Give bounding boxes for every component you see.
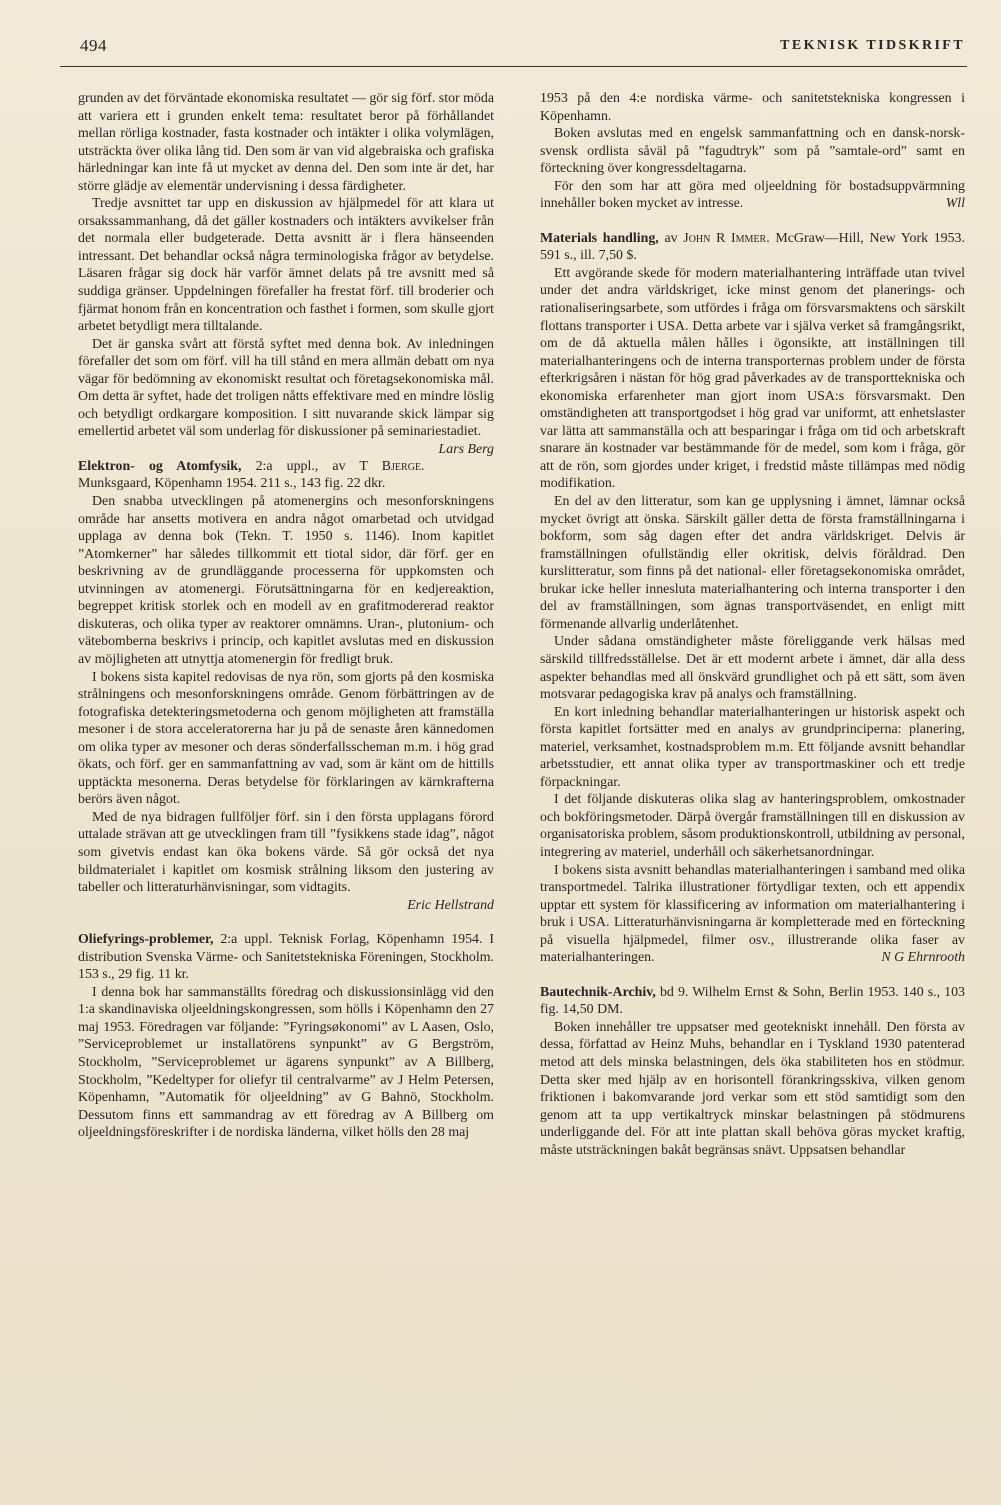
review-heading: Bautechnik-Archiv, bd 9. Wilhelm Ernst & Sohn, Berlin 1953. 140 s., 103 fig. 14,50 DM. bbox=[540, 984, 965, 1018]
paragraph: I det följande diskuteras olika slag av hanteringsproblem, omkostnader och bokföringsmetoder. Därpå övergår framställningen till en diskussion av organisatoriska problem, såsom produktionskontroll, utbildning av personal, integrering av materiel, underhåll och säkerhetsanordningar. bbox=[540, 792, 965, 860]
journal-title: TEKNISK TIDSKRIFT bbox=[780, 38, 965, 53]
reviewer-signature: N G Ehrnrooth bbox=[881, 950, 965, 966]
paragraph: För den som har att göra med oljeeldning för bostadsuppvärmning innehåller boken mycket av intresse. Wll bbox=[540, 178, 965, 212]
right-column bbox=[540, 90, 965, 1159]
page-header bbox=[60, 34, 965, 68]
reviewer-signature: Lars Berg bbox=[438, 441, 494, 457]
left-column bbox=[78, 90, 494, 1142]
paragraph: Med de nya bidragen fullföljer förf. sin i den första upplagans förord uttalade strävan att ge utvecklingen fram till ”fysikkens stade idag”, något som givetvis endast kan öka bokens värde. Så gör också det nya bildmaterialet i kapitlet om kosmisk strålning liksom den justering av tabeller och litteraturhänvisningar, som vidtagits. bbox=[78, 809, 494, 896]
paragraph: Under sådana omständigheter måste föreliggande verk hälsas med särskild tillfredsställelse. Det är ett modernt arbete i ämnet, där alla dess aspekter behandlas med all önskvärd grundlighet och på ett sätt, som även motsvarar pedagogiska krav på analys och framställning. bbox=[540, 634, 965, 703]
review-oliefyrings-problemer bbox=[78, 931, 494, 1142]
paragraph: grunden av det förväntade ekonomiska resultatet — gör sig förf. stor möda att variera ett i grunden enkelt tema: resultatet beror på förhållandet mellan rörliga kostnader, fasta kostnader och intäkter i olika volymlägen, utsträckta över olika lång tid. Den som är van vid algebraiska och grafiska härledningar kan inte få ut mycket av denna del. Den som inte är det, har större glädje av elementär undervisning i dessa färdigheter. bbox=[78, 91, 494, 194]
paragraph: Boken innehåller tre uppsatser med geotekniskt innehåll. Den första av dessa, författad av Heinz Muhs, behandlar en i Tyskland 1930 patenterad metod att dels minska belastningen, dels öka stabiliteten hos en stödmur. Detta sker med hjälp av en horisontell förankringsskiva, vilken genom friktionen i bakomvarande jord verkar som ett stöd samtidigt som den genom att ta upp vertikaltryck minskar belastningen på stödmurens underliggande del. För att inte plattan skall behöva göras mycket kraftig, måste utsträckningen bakåt begränsas snävt. Uppsatsen behandlar bbox=[540, 1019, 965, 1158]
paragraph: I bokens sista avsnitt behandlas materialhanteringen i samband med olika transportmedel. Talrika illustrationer förtydligar texten, och ett appendix upptar ett system för klassificering av information om materialhantering i bruk i USA. Litteraturhänvisningarna är kompletterade med en förteckning på visuella hjälpmedel, filmer osv., illustrerande olika faser av materialhanteringen. N G Ehrnrooth bbox=[540, 862, 965, 966]
paragraph: 1953 på den 4:e nordiska värme- och sanitetstekniska kongressen i Köpenhamn. bbox=[540, 91, 965, 124]
paragraph: Boken avslutas med en engelsk sammanfattning och en dansk-norsk-svensk ordlista såväl på ”fagudtryk” som på ”samtale-ord” samt en förteckning över kongressdeltagarna. bbox=[540, 126, 965, 177]
review-heading: Elektron- og Atomfysik, 2:a uppl., av T Bjerge. Munksgaard, Köpenhamn 1954. 211 s., 143 fig. 22 dkr. bbox=[78, 458, 425, 492]
review-heading: Oliefyrings-problemer, 2:a uppl. Teknisk Forlag, Köpenhamn 1954. I distribution Svenska Värme- och Sanitetstekniska Föreningen, Stockholm. 153 s., 29 fig. 11 kr. bbox=[78, 932, 494, 983]
review-elektron-atomfysik bbox=[78, 458, 494, 914]
paragraph: En kort inledning behandlar materialhanteringen ur historisk aspekt och första kapitlet fortsätter med en analys av grundprinciperna: planering, materiel, verksamhet, kostnadsproblem m.m. Ett följande avsnitt behandlar arbetsstudier, ett annat olika typer av transportmaskiner och ett tredje förpackningar. bbox=[540, 704, 965, 790]
header-rule bbox=[60, 66, 967, 67]
reviewer-signature: Eric Hellstrand bbox=[407, 897, 494, 913]
review-bautechnik-archiv bbox=[540, 984, 965, 1159]
paragraph: Ett avgörande skede för modern materialhantering inträffade utan tvivel under det andra världskriget, icke minst genom det planerings- och rationaliseringsarbete, som utfördes i fråga om försvarsmaktens och särskilt flottans transporter i USA. Detta arbete var i själva verket så framgångsrikt, om de då aktuella målen hålles i ögonsikte, att inställningen till materialhanteringens och de interna transporternas problem under de första efterkrigsåren i nästan för hög grad påverkades av de transporttekniska och ekonomiska erfarenheter man gjort inom USA:s försvarsmakt. Den omständigheten att transportgodset i hög grad var uniformt, att enhetslaster var lätta att sammanställa och att besparingar i fråga om tid och arbetskraft snarare än kostnader var bestämmande för de medel, som kom i fråga, gör att de rön, som gjordes under kriget, i fredstid måste tillämpas med nödig modifikation. bbox=[540, 265, 965, 492]
reviewer-signature: Wll bbox=[945, 196, 965, 212]
paragraph: Det är ganska svårt att förstå syftet med denna bok. Av inledningen förefaller det som om förf. vill ha till stånd en mera allmän debatt om nya vägar för bedömning av ekonomiskt resultat och företagsekonomiska mål. Om detta är syftet, hade det troligen nåtts effektivare med en mindre löslig och betydligt ordkargare komposition. I sitt nuvarande skick lämpar sig emellertid arbetet väl som underlag för diskussioner på seminariestadiet. Lars Berg bbox=[78, 336, 494, 457]
review-materials-handling bbox=[540, 230, 965, 967]
page-number: 494 bbox=[80, 36, 107, 55]
paragraph: Den snabba utvecklingen på atomenergins och mesonforskningens område har ansetts motivera en andra något omarbetad och utvidgad upplaga av denna bok (Tekn. T. 1950 s. 1146). Inom kapitlet ”Atomkerner” har således tillkommit ett tiotal sidor, där förf. ger en beskrivning av de grundläggande processerna för uppkomsten och utvinningen av atomenergi. Förutsättningarna för en kedjereaktion, begreppet kritisk storlek och en modell av en grafitmodererad reaktor diskuteras, och olika typer av reaktorer omnämns. Uran-, plutonium- och vätebomberna beskrivs i princip, och kapitlet avslutas med en diskussion av möjligheten att utnyttja atomenergin för fredligt bruk. bbox=[78, 494, 494, 667]
paragraph: Tredje avsnittet tar upp en diskussion av hjälpmedel för att klara ut orsakssammanhang, då det gäller kostnaders och intäkters avvikelser från det normala eller budgeterade. Detta avsnitt är i flera hänseenden intressant. Det behandlar också några terminologiska frågor av betydelse. Läsaren frågar sig dock här varför ämnet delats på tre avsnitt med så suddiga gränser. Uppdelningen förefaller ha frestat förf. till broderier och fjärmat honom från en koncentration och fasthet i formen, som skulle gjort arbetet betydligt mera tilltalande. bbox=[78, 196, 494, 335]
paragraph: En del av den litteratur, som kan ge upplysning i ämnet, lämnar också mycket övrigt att önska. Särskilt gäller detta de första framställningarna i bokform, som såg dagen efter det andra världskriget. Delvis är framställningen ofullständig eller okritisk, delvis föråldrad. Den kurslitteratur, som finns på det national- eller företagsekonomiska området, brukar icke heller innesluta materialhantering och interna transporter i den del av framställningen, som ägnas transportväsendet, en enligt mitt förmenande allvarlig underlåtenhet. bbox=[540, 494, 965, 632]
review-heading: Materials handling, av John R Immer. McGraw—Hill, New York 1953. 591 s., ill. 7,50 $. bbox=[540, 230, 965, 264]
paragraph: I denna bok har sammanställts föredrag och diskussionsinlägg vid den 1:a skandinaviska oljeeldningskongressen, som hölls i Köpenhamn den 27 maj 1953. Föredragen var följande: ”Fyringsøkonomi” av L Aasen, Oslo, ”Serviceproblemet ur installatörens synpunkt” av G Bergström, Stockholm, ”Serviceproblemet ur ägarens synpunkt” av A Billberg, Stockholm, ”Kedeltyper for oliefyr til centralvarme” av J Helm Petersen, Köpenhamn, ”Automatik för oljeeldning” av G Bahnö, Stockholm. Dessutom finns ett sammandrag av ett föredrag av A Billberg om oljeeldningsföreskrifter i de nordiska länderna, vilket hölls den 28 maj bbox=[78, 984, 494, 1141]
paragraph: I bokens sista kapitel redovisas de nya rön, som gjorts på den kosmiska strålningens och mesonforskningens område. Genom förbättringen av de fotografiska detekteringsmetoderna och genom möjligheten att framställa mesoner i de stora acceleratorerna har ju på de senaste åren kännedomen om olika typer av mesoner och deras sönderfallsscheman m.m. i hög grad ökats, och förf. ger en sammanfattning av vad, som är känt om de hittills upptäckta mesonerna. Deras betydelse för förklaringen av kärnkrafterna berörs även något. bbox=[78, 669, 494, 808]
